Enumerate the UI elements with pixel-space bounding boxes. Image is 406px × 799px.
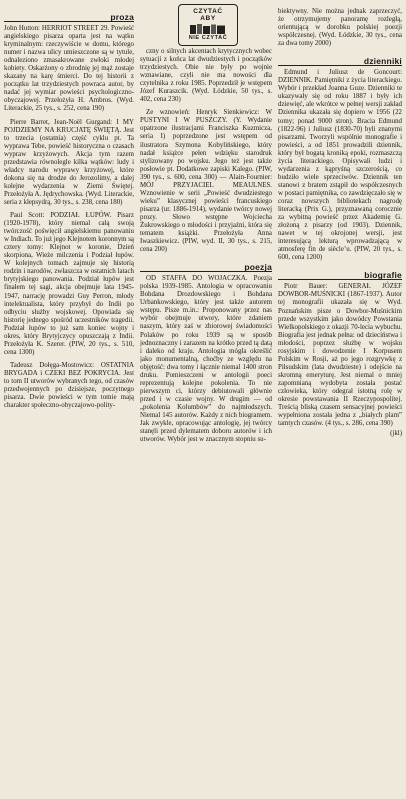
review-goncourt: Edmund i Juliusz de Goncourt: DZIENNIK. Pamiętniki z życia literackiego. Wybór i przekład Joanna Guze. Dzienniki te ukazywały się od roku 1887 i były ich dziewięć, ale wkrótce w pełnej wersji zakład Dziennika ukazała się dopiero w 1956 (22 tomy; ponad 9000 stron). Bracia Edmund (1822-96) i Juliusz (1830-70) byli znanymi pisarzami. Tworzyli wspólnie monografie i powieści, a od 1851 prowadzili dziennik, który był bogatą kroniką epoki, rozmaszczą życia literackiego. Opisywali ludzi i wydarzenia z kąpryśną szczerością, co budziło wiele sprzeciwów. Dziennik ten stanowi z bratem zstąpił do współczesnych w postaci pamiętnika, co zawdzięczało się w coraz nowszych bibliotekach nagrodę literacką (Prix G.), przyznawaną corocznie za wybitną powieść przez Akademię G. złożoną z pisarzy (od 1903). Dziennik, nawet w tej okrojonej wersji, jest interesującą lekturą wprowadzającą w atmosferę fin de siècle’u. (PIW, 20 tys., s. 600, cena 1200) [278,69,402,262]
column-logo: CZYTAĆ ABY NIE CZYTAĆ [178,4,238,46]
section-heading-dzienniki: dzienniki [278,54,402,66]
section-heading-poezja: poezja [140,260,272,272]
review-anthology-continued: biektywny. Nie można jednak zaprzeczyć, że otrzymujemy panoramę rozległą, orientującą w dorobku polskiej poezji współczesnej. (Wyd. Łódzkie, 30 tys., cena za dwa tomy 2000) [278,8,402,48]
review-dolega-mostowicz: Tadeusz Dołęga-Mostowicz: OSTATNIA BRYGADA i CZEKI BEZ POKRYCIA. Jest to tom II utworów wybranych tego, od czasów przedwojennych po dzisiejsze, poczytnego pisarza. Dwie powieści w tym tomie mają charakter społeczno-obyczajowo-polity- [4,361,134,410]
review-dolega-continued: czny o silnych akcentach krytycznych wobec sytuacji z końca lat dwudziestych i początków trzydziestych. Obie nie były po wojnie wznawiane, czyli nie ma nowości dla czytelnika z roku 1985. Poprzedził je wstępem Józef Kuraszcik. (Wyd. Łódzkie, 50 tys., s. 402, cena 230) [140,48,272,104]
column-middle [140,48,272,793]
review-hutton: John Hutton: HERRIOT STREET 29. Powieść angielskiego pisarza oparta jest na wątku kryminalnym: rzeczywiście w domu, którego numer i nazwa ulicy umieszczone są w tytule, odnaleziono zmasakrowane zwłoki młodej kobiety. Oskarżony o zbrodnię jej mąż zostaje skazany na karę śmierci. Do tej historii z początku lat trzydziestych powraca autor, by nadać jej wymiar powieści psychologiczno-obyczajowej. Przełożyła H. Ambros. (Wyd. Literackie, 25 tys., s. 252, cena 190) [4,25,134,113]
review-reissues: Ze wznowień: Henryk Sienkiewicz: W PUSTYNI I W PUSZCZY. (Y. Wydanie opatrzone ilustracjami Franciszka Kuzmicza, seria I) poprzedzone jest wstępem od ilustratora Szymona Kobylińskiego, który nadał książce pełen wdzięku starodruk stylizowany po wojsku. Jego też jest także posłowie pt. Dodatkowe zapiski Kalego. (PIW, 390 tys., s. 600, cena 300) — Alain-Fournier: MÓJ PRZYJACIEL MEAULNES. Wznowienie w serii „Powieść dwudziestego wieku” klasycznej powieści francuskiego pisarza (ur. 1886-1914), wydanie twórcy nowej prozy. Słowo wstępne Wojciecha Żukrowskiego o młodości i przyjaźni, która się tematem książki. Przełożyła Anna Iwaszkiewicz. (PIW, wyd. II, 30 tys., s. 215, cena 200) [140,109,272,254]
review-scott: Paul Scott: PODZIAŁ ŁUPÓW. Pisarz (1920-1978), który niemal całą swoją twórczość poświęcił angielskiemu panowaniu w Indiach. To już jego Klejnotem koronnym są cztery tomy: Klejnot w koronie, Dzień skorpiona, Wieże milczenia i Podział łupów. W kolejnych tomach zajmuje się historią rodzin i narodów, zwłaszcza w ostatnich latach brytyjskiego panowania. Podział łupów jest finałem tej sagi, akcja obejmuje lata 1945-1947, narrację prowadzi Guy Perron, młody intelektualista, który przybył do Indii po odbyciu służby wojskowej. Opowiada się historię jednego spośród uczestników tragedii. Podział łupów to już sam koniec wojny i okres, który Brytyjczycy opuszczają z Indii. Przełożyła K. Szerer. (PIW, 20 tys., s. 510, cena 1300) [4,212,134,356]
column-right [278,8,402,793]
section-heading-proza: proza [4,10,134,22]
author-signature: (jkl) [390,430,402,438]
books-icon [188,23,228,35]
review-bauer: Piotr Bauer: GENERAŁ JÓZEF DOWBOR-MUŚNICKI (1867-1937). Autor tej monografii ukazała się w Wyd. Poznańskim pisze o Dowbor-Muśnickim przede wszystkim jako dowódcy Powstania Wielkopolskiego z okazji 70-lecia wybuchu. Biografia jest jednak pełna: od dzieciństwa i młodości, poprzez służbę w wojsku rosyjskim i dowodzenie I Korpusem Polskim w Rosji, aż po jego rozgrywkę z Piłsudskim (lata dwudzieste) i odejście na skromną emeryturę. Jest niemal o mniej zapomnianą wydobyta została postać człowieka, który odegrał istotną rolę w okresie powstawania II Rzeczypospolitej. Treścią bliską czasem sensacyjnej powieści wypełniona została jedna z „białych plam” tamtych czasów. (4 tys., s. 286, cena 390) [278,283,402,428]
section-heading-biografie: biografie [278,268,402,280]
column-left [4,8,134,793]
review-barret-gurgand: Pierre Barret, Jean-Noël Gurgand: I MY POJDZIEMY NA KRUCJATĘ ŚWIĘTĄ. Jest to trzecia (ostatnia) część cyklu pt. Ta wyprawa Tebe, powieść historyczna o czasach wypraw krzyżowych. Akcja tym razem przedstawia równolegle kilka wątków: ludy i władcy narodu wyprawy krzyżowej, które dokona się na drodze do Jerozolimy, a dalej kolejne wydarzenia w Ziemi Świętej. Przełożyła A. Jędrychowska. (Wyd. Literackie, seria z kłepsydrą, 30 tys., s. 238, cena 180) [4,118,134,206]
review-anthology: OD STAFFA DO WOJACZKA. Poezja polska 1939-1985. Antologia w opracowaniu Bohdana Drozdowskiego i Bohdana Urbankowskiego, który jest także autorem wstępu. Pisze m.in.: Proponowany przez nas wybór obejmuje utwory, które zdaniem naszym, który zaś w zbiorowej świadomości Polaków po roku 1939 są w sposób jednoznaczny i zarazem na krótko przed tą datą i daleko od kraju. Antologia mógła określić jako monumentalną, choćby ze względu na objętość: dwa tomy i łącznie niemal 1400 stron druku. Pomieszczeni w antologii poeci reprezentują kolejne pokolenia. To nie pierwszym ci, którzy debiutowali głównie przed i w czasie wojny. W drugim — od „pokolenia Kolumbów” do najmłodszych. Niemal 145 autorów. Każdy z nich biogramem. Jak zwykle, opracowując antologię, jej twórcy stanęli przed dylematem doboru autorów i ich utworów. Wybór jest w znacznym stopniu su- [140,275,272,444]
